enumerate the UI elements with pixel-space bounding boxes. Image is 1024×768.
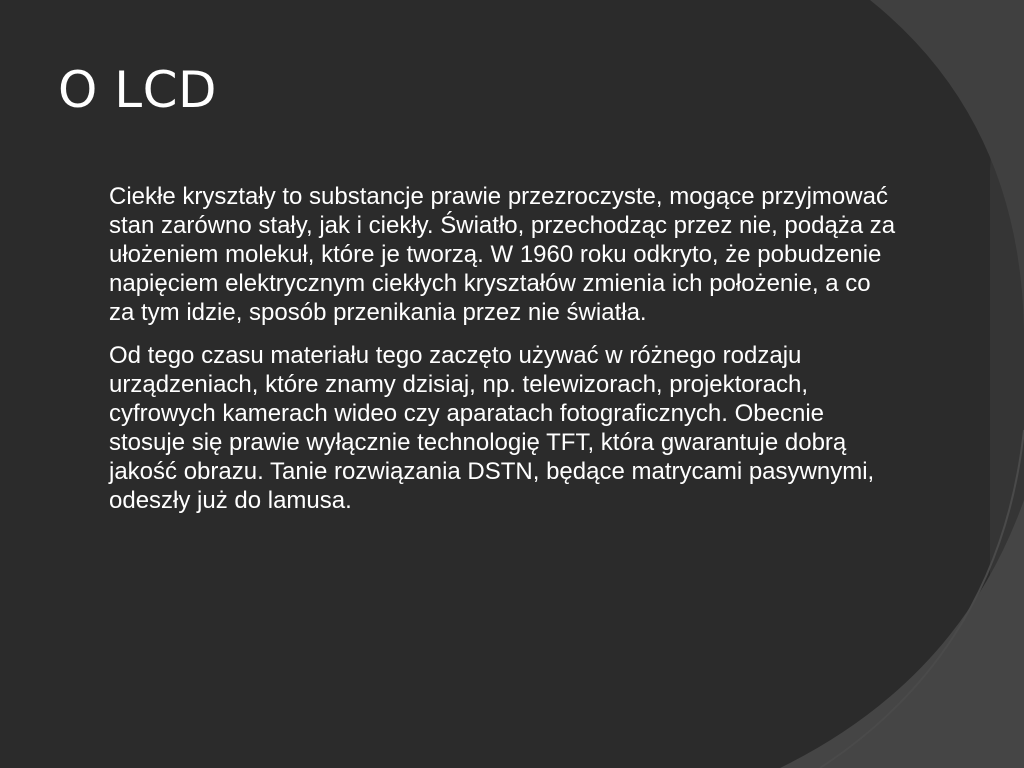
body-paragraph: Od tego czasu materiału tego zaczęto używać w różnego rodzaju urządzeniach, które znamy dzisiaj, np. telewizorach, projektorach, cyfrowych kamerach wideo czy aparatach fotograficznych. Obecnie stosuje się prawie wyłącznie technologię TFT, która gwarantuje dobrą jakość obrazu. Tanie rozwiązania DSTN, będące matrycami pasywnymi, odeszły już do lamusa. [109, 342, 875, 514]
slide-title: O LCD [58, 61, 218, 119]
slide-body [109, 182, 899, 529]
body-paragraph: Ciekłe kryształy to substancje prawie przezroczyste, mogące przyjmować stan zarówno stały, jak i ciekły. Światło, przechodząc przez nie, podąża za ułożeniem molekuł, które je tworzą. W 1960 roku odkryto, że pobudzenie napięciem elektrycznym ciekłych kryształów zmienia ich położenie, a co za tym idzie, sposób przenikania przez nie światła. [109, 183, 896, 326]
